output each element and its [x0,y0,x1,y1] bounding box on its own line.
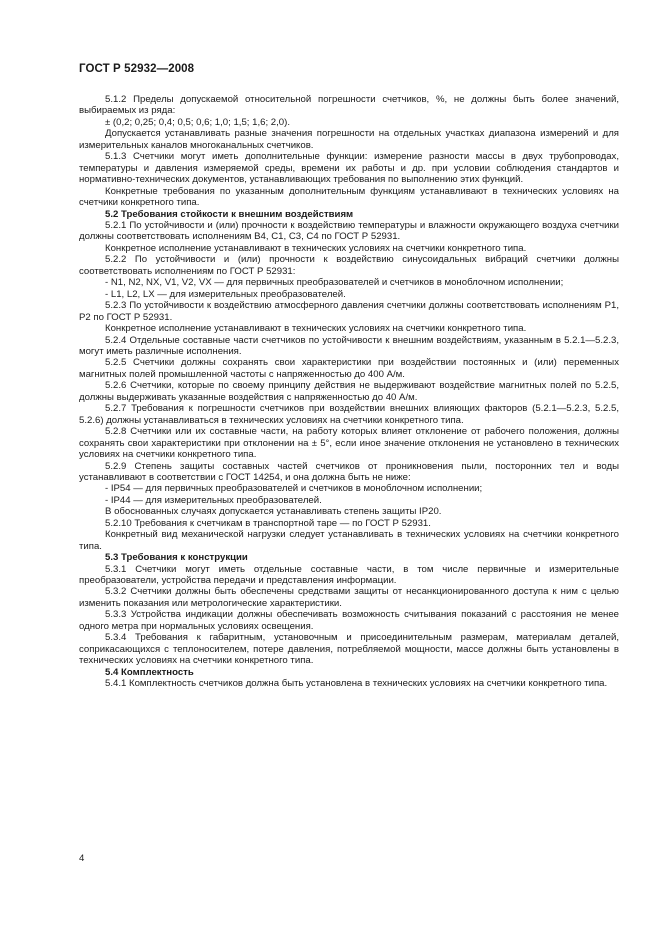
paragraph: 5.2.2 По устойчивости и (или) прочности к воздействию синусоидальных вибраций счетчики должны соответствовать исполнениям по ГОСТ Р 52931: [79,254,619,277]
paragraph: 5.1.2 Пределы допускаемой относительной погрешности счетчиков, %, не должны быть более значений, выбираемых из ряда: [79,94,619,117]
paragraph: 5.2.7 Требования к погрешности счетчиков при воздействии внешних влияющих факторов (5.2.1—5.2.3, 5.2.5, 5.2.6) должны устанавливаться в технических условиях на счетчики конкретного типа. [79,403,619,426]
section-heading: 5.2 Требования стойкости к внешним воздействиям [105,208,354,220]
list-item: - L1, L2, LX — для измерительных преобразователей. [105,288,346,300]
paragraph: 5.4.1 Комплектность счетчиков должна быть установлена в технических условиях на счетчики конкретного типа. [105,678,608,690]
page-header: ГОСТ Р 52932—2008 [79,63,195,75]
section-heading: 5.3 Требования к конструкции [105,552,248,564]
list-item: - N1, N2, NX, V1, V2, VX — для первичных преобразователей и счетчиков в моноблочном исполнении; [105,277,564,289]
section-heading: 5.4 Комплектность [105,666,194,678]
paragraph: Конкретное исполнение устанавливают в технических условиях на счетчики конкретного типа. [105,242,527,254]
paragraph: Допускается устанавливать разные значения погрешности на отдельных участках диапазона измерений и для измерительных каналов многоканальных счетчиков. [79,128,619,151]
paragraph: В обоснованных случаях допускается устанавливать степень защиты IP20. [105,506,442,518]
list-item: - IP44 — для измерительных преобразователей. [105,494,322,506]
paragraph: 5.2.9 Степень защиты составных частей счетчиков от проникновения пыли, посторонних тел и воды устанавливают в соответствии с ГОСТ 14254, и она должна быть не ниже: [79,460,619,483]
paragraph: 5.2.3 По устойчивости к воздействию атмосферного давления счетчики должны соответствовать исполнениям Р1, Р2 по ГОСТ Р 52931. [79,300,619,323]
paragraph: 5.2.6 Счетчики, которые по своему принципу действия не выдерживают воздействие магнитных полей по 5.2.5, должны выдерживать указанные воздействия с напряженностью до 40 А/м. [79,380,619,403]
document-body [79,94,619,690]
paragraph: 5.2.10 Требования к счетчикам в транспортной таре — по ГОСТ Р 52931. [105,517,431,529]
paragraph: Конкретный вид механической нагрузки следует устанавливать в технических условиях на счетчики конкретного типа. [79,529,619,552]
paragraph: 5.2.4 Отдельные составные части счетчиков по устойчивости к внешним воздействиям, указанным в 5.2.1—5.2.3, могут иметь различные исполнения. [79,334,619,357]
paragraph: 5.3.1 Счетчики могут иметь отдельные составные части, в том числе первичные и измерительные преобразователи, устройства передачи и представления информации. [79,563,619,587]
paragraph: Конкретные требования по указанным дополнительным функциям устанавливают в технических условиях на счетчики конкретного типа. [79,185,619,209]
paragraph: 5.2.5 Счетчики должны сохранять свои характеристики при воздействии постоянных и (или) переменных магнитных полей промышленной частоты с напряженностью до 400 А/м. [79,357,619,380]
paragraph: 5.2.8 Счетчики или их составные части, на работу которых влияет отклонение от рабочего положения, должны сохранять свои характеристики при отклонении на ± 5°, если иное значение отклонения не установлено в технических условиях на счетчики конкретного типа. [79,426,619,461]
paragraph: 5.3.4 Требования к габаритным, установочным и присоединительным размерам, материалам деталей, соприкасающихся с теплоносителем, потере давления, потребляемой мощности, массе должны быть установлены в технических условиях на счетчики конкретного типа. [79,632,619,667]
page-number: 4 [79,853,85,864]
paragraph: Конкретное исполнение устанавливают в технических условиях на счетчики конкретного типа. [105,323,527,335]
list-item: - IP54 — для первичных преобразователей и счетчиков в моноблочном исполнении; [105,483,483,495]
paragraph: ± (0,2; 0,25; 0,4; 0,5; 0,6; 1,0; 1,5; 1,6; 2,0). [105,116,290,128]
paragraph: 5.3.2 Счетчики должны быть обеспечены средствами защиты от несанкционированного доступа к ним с целью изменить показания или метрологические характеристики. [79,586,619,609]
paragraph: 5.3.3 Устройства индикации должны обеспечивать возможность считывания показаний с расстояния не менее одного метра при нормальных условиях освещения. [79,609,619,632]
paragraph: 5.1.3 Счетчики могут иметь дополнительные функции: измерение разности массы в двух трубопроводах, температуры и давления измеряемой среды, времени их работы и др. при условии соблюдения стандартов и нормативно-технических документов, устанавливающих требования по выполнению этих функций. [79,151,619,186]
paragraph: 5.2.1 По устойчивости и (или) прочности к воздействию температуры и влажности окружающего воздуха счетчики должны соответствовать исполнениям В4, С1, С3, С4 по ГОСТ Р 52931. [79,219,619,243]
